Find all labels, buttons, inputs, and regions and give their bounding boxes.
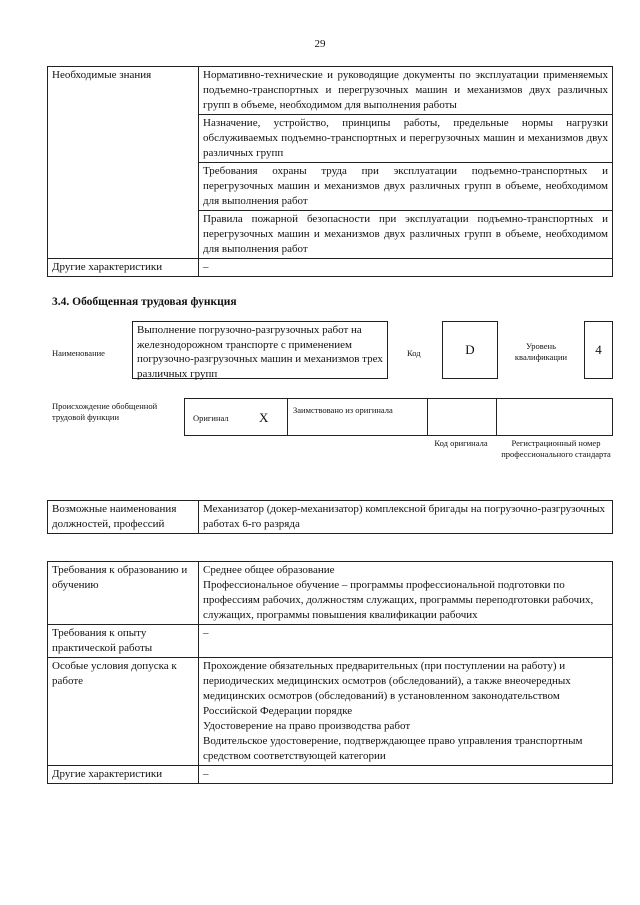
- condition-item: Прохождение обязательных предварительных (при поступлении на работу) и периодических медицинских осмотров (обследований), а также внеочередных медицинских осмотров (обследований) в установленном законодательством Российской Федерации порядке: [203, 660, 571, 717]
- level-value: 4: [584, 321, 613, 379]
- knowledge-item: Нормативно-технические и руководящие документы по эксплуатации применяемых подъемно-транспортных и перегрузочных машин и механизмов двух различных групп в объеме, необходимом для выполнения работы: [199, 67, 613, 115]
- code-original-caption: Код оригинала: [434, 438, 488, 448]
- origin-label: Происхождение обобщенной трудовой функции: [52, 401, 158, 422]
- positions-value: Механизатор (докер-механизатор) комплексной бригады на погрузочно-разгрузочных работах 6-го разряда: [199, 501, 613, 534]
- divider: [496, 399, 497, 435]
- knowledge-item: Назначение, устройство, принципы работы, предельные нормы нагрузки обслуживаемых подъемно-транспортных и перегрузочных машин и механизмов двух различных групп: [199, 115, 613, 163]
- other-characteristics-label: Другие характеристики: [48, 766, 199, 784]
- other-characteristics-value: –: [199, 259, 613, 277]
- borrowed-label: Заимствовано из оригинала: [293, 405, 393, 415]
- registration-caption: Регистрационный номер профессионального стандарта: [501, 438, 611, 459]
- conditions-label: Особые условия допуска к работе: [48, 658, 199, 766]
- positions-label: Возможные наименования должностей, профессий: [48, 501, 199, 534]
- divider: [427, 399, 428, 435]
- education-label: Требования к образованию и обучению: [48, 562, 199, 625]
- original-label: Оригинал: [193, 413, 229, 423]
- education-item: Профессиональное обучение – программы профессиональной подготовки по профессиям рабочих, должностям служащих, программы переподготовки рабочих, служащих, программы повышения квалификации рабочих: [203, 579, 594, 621]
- divider: [287, 399, 288, 435]
- education-value: [199, 562, 613, 625]
- condition-item: Водительское удостоверение, подтверждающее право управления транспортным средством соответствующей категории: [203, 735, 583, 762]
- knowledge-label: Необходимые знания: [48, 67, 199, 259]
- positions-table: [47, 500, 613, 534]
- requirements-table: [47, 561, 613, 784]
- origin-box: [184, 398, 613, 436]
- original-mark: X: [259, 410, 269, 425]
- section-heading: 3.4. Обобщенная трудовая функция: [52, 296, 237, 308]
- knowledge-item: Требования охраны труда при эксплуатации подъемно-транспортных и перегрузочных машин и механизмов двух различных групп в объеме, необходимом для выполнения работ: [199, 163, 613, 211]
- name-label: Наименование: [52, 348, 105, 358]
- knowledge-item: Правила пожарной безопасности при эксплуатации подъемно-транспортных и перегрузочных машин и механизмов двух различных групп в объеме, необходимом для выполнения работ: [199, 211, 613, 259]
- page-number: 29: [314, 38, 326, 50]
- conditions-value: [199, 658, 613, 766]
- function-name: Выполнение погрузочно-разгрузочных работ на железнодорожном транспорте с применением погрузочно-разгрузочных машин и механизмов трех различных групп: [132, 321, 388, 379]
- code-value: D: [442, 321, 498, 379]
- knowledge-table: [47, 66, 613, 277]
- other-characteristics-value: –: [199, 766, 613, 784]
- code-label: Код: [407, 348, 421, 358]
- experience-label: Требования к опыту практической работы: [48, 625, 199, 658]
- experience-value: –: [199, 625, 613, 658]
- level-label: Уровень квалификации: [514, 341, 568, 362]
- condition-item: Удостоверение на право производства работ: [203, 720, 411, 732]
- other-characteristics-label: Другие характеристики: [48, 259, 199, 277]
- education-item: Среднее общее образование: [203, 564, 335, 576]
